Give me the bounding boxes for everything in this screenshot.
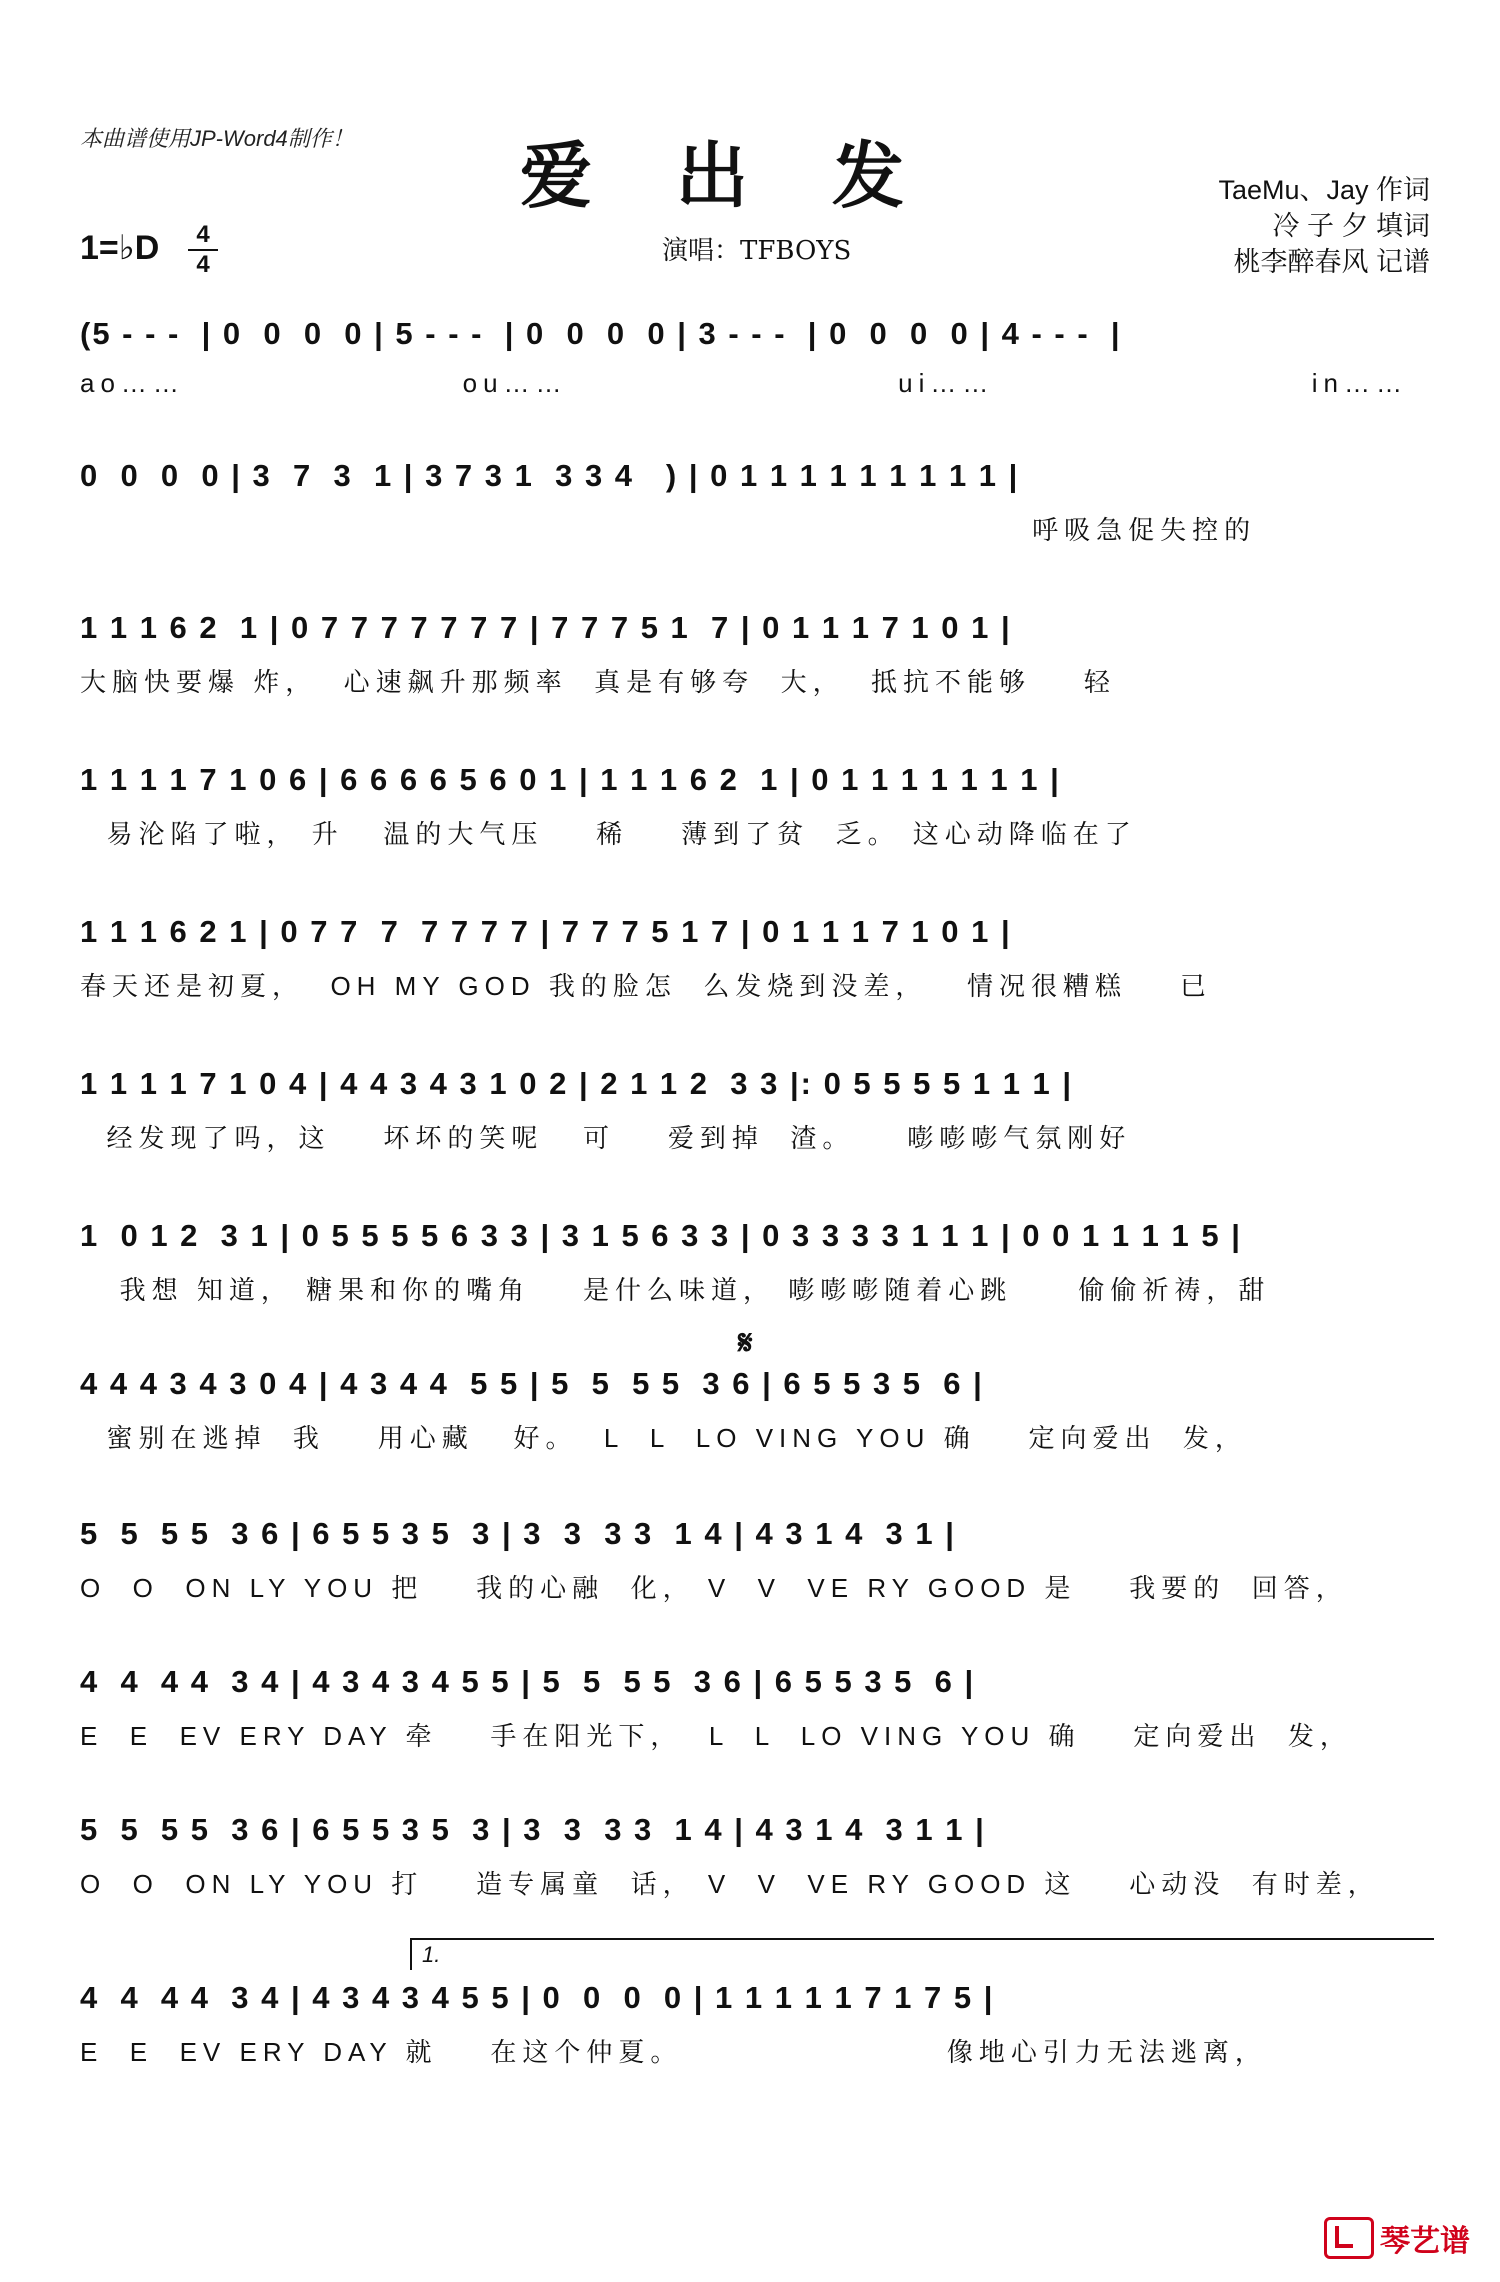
volta-label: 1.	[422, 1942, 441, 1967]
transcriber-credit: 桃李醉春风 记谱	[1233, 247, 1430, 277]
key-signature: 1=♭D	[80, 229, 160, 267]
notation-line: 1 1 1 6 2 1 | 0 7 7 7 7 7 7 7 | 7 7 7 5 1 7 | 0 1 1 1 7 1 0 1 |	[80, 914, 1012, 949]
notation-line: 1 1 1 6 2 1 | 0 7 7 7 7 7 7 7 | 7 7 7 5 1 7 | 0 1 1 1 7 1 0 1 |	[80, 610, 1012, 645]
first-ending-bracket	[410, 1938, 1434, 1970]
lyricist-credit: TaeMu、Jay 作词	[1218, 175, 1430, 205]
song-title: 爱出发	[520, 133, 989, 218]
notation-line: (5 - - - | 0 0 0 0 | 5 - - - | 0 0 0 0 | 3 - - - | 0 0 0 0 | 4 - - - |	[80, 316, 1122, 351]
lyrics-line: E E EV ERY DAY 就 在这个仲夏。 像地心引力无法逃离，	[80, 2037, 1267, 2067]
time-signature-top: 4	[196, 221, 210, 248]
lyrics-line: O O ON LY YOU 把 我的心融 化， V V VE RY GOOD 是 我要的 回答，	[80, 1573, 1348, 1603]
lyrics-line: 经发现了吗，这 坏坏的笑呢 可 爱到掉 渣。 嘭嘭嘭气氛刚好	[80, 1123, 1132, 1153]
time-signature	[188, 222, 218, 278]
notation-line: 5 5 5 5 3 6 | 6 5 5 3 5 3 | 3 3 3 3 1 4 | 4 3 1 4 3 1 |	[80, 1516, 956, 1551]
software-credit: 本曲谱使用JP-Word4制作！	[80, 126, 354, 151]
watermark-logo	[1324, 2216, 1470, 2260]
singer-label: 演唱：TFBOYS	[662, 236, 852, 266]
lyrics-line: 蜜别在逃掉 我 用心藏 好。 L L LO VING YOU 确 定向爱出 发，	[80, 1423, 1247, 1453]
lyric-rewrite-credit: 冷 子 夕 填词	[1272, 211, 1430, 241]
lyrics-line: 大脑快要爆 炸， 心速飙升那频率 真是有够夸 大， 抵抗不能够 轻	[80, 667, 1116, 697]
lyrics-line: 呼吸急促失控的	[80, 515, 1257, 545]
notation-line: 4 4 4 3 4 3 0 4 | 4 3 4 4 5 5 | 5 5 5 5 3 6 | 6 5 5 3 5 6 |	[80, 1366, 984, 1401]
segno-sign: 𝄋	[738, 1324, 753, 1362]
watermark-text: 琴艺谱	[1380, 2225, 1470, 2258]
notation-line: 1 0 1 2 3 1 | 0 5 5 5 5 6 3 3 | 3 1 5 6 3 3 | 0 3 3 3 3 1 1 1 | 0 0 1 1 1 1 5 |	[80, 1218, 1242, 1253]
lyrics-line: 我想 知道， 糖果和你的嘴角 是什么味道， 嘭嘭嘭随着心跳 偷偷祈祷，甜	[80, 1275, 1271, 1305]
notation-line: 5 5 5 5 3 6 | 6 5 5 3 5 3 | 3 3 3 3 1 4 | 4 3 1 4 3 1 1 |	[80, 1812, 986, 1847]
notation-line: 4 4 4 4 3 4 | 4 3 4 3 4 5 5 | 5 5 5 5 3 6 | 6 5 5 3 5 6 |	[80, 1664, 976, 1699]
notation-line: 0 0 0 0 | 3 7 3 1 | 3 7 3 1 3 3 4 ) | 0 1 1 1 1 1 1 1 1 1 |	[80, 458, 1020, 493]
notation-line: 1 1 1 1 7 1 0 6 | 6 6 6 6 5 6 0 1 | 1 1 1 6 2 1 | 0 1 1 1 1 1 1 1 |	[80, 762, 1061, 797]
lyrics-line: 春天还是初夏， OH MY GOD 我的脸怎 么发烧到没差， 情况很糟糕 已	[80, 971, 1212, 1001]
lyrics-line: 易沦陷了啦， 升 温的大气压 稀 薄到了贫 乏。 这心动降临在了	[80, 819, 1137, 849]
lyrics-line: O O ON LY YOU 打 造专属童 话， V V VE RY GOOD 这 心动没 有时差，	[80, 1869, 1380, 1899]
lyrics-line: E E EV ERY DAY 牵 手在阳光下， L L LO VING YOU 确 定向爱出 发，	[80, 1721, 1352, 1751]
notation-line: 4 4 4 4 3 4 | 4 3 4 3 4 5 5 | 0 0 0 0 | 1 1 1 1 1 7 1 7 5 |	[80, 1980, 995, 2015]
piano-logo-icon	[1324, 2217, 1374, 2259]
author-credits	[1218, 172, 1430, 280]
lyrics-line: ao…… ou…… ui…… in……	[80, 368, 1408, 398]
time-signature-bottom: 4	[196, 251, 210, 278]
notation-line: 1 1 1 1 7 1 0 4 | 4 4 3 4 3 1 0 2 | 2 1 1 2 3 3 |: 0 5 5 5 5 1 1 1 |	[80, 1066, 1074, 1101]
